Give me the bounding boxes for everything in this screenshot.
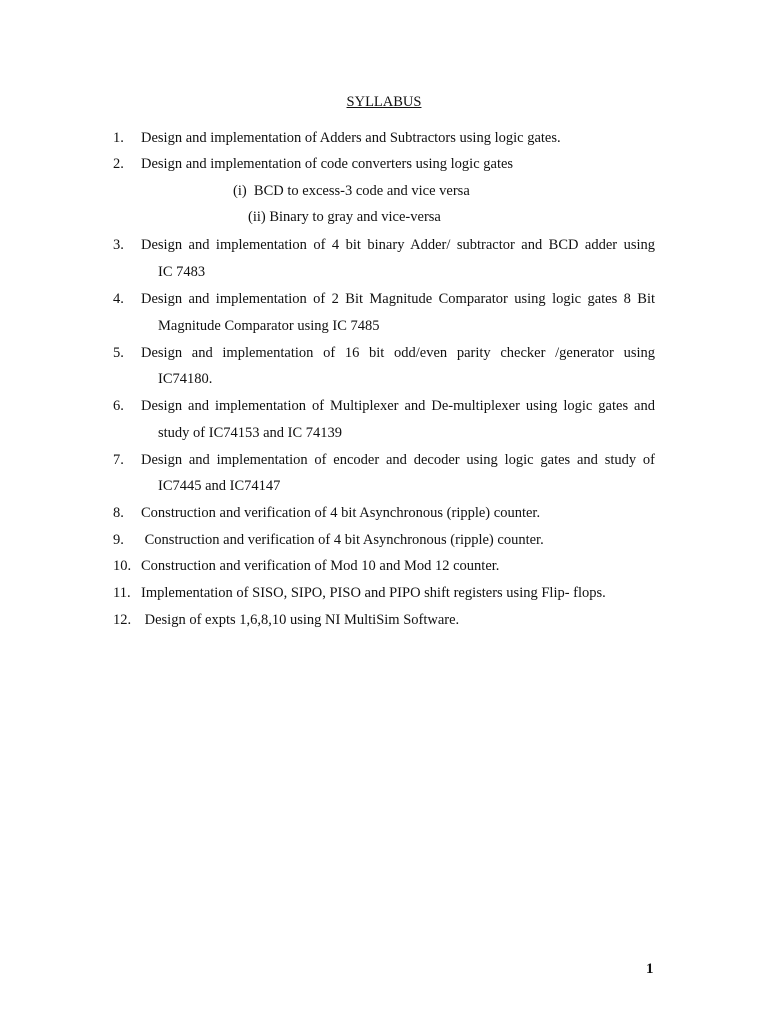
page-title: SYLLABUS: [346, 94, 422, 110]
item-text: Design and implementation of 16 bit odd/even parity checker /generator using: [141, 345, 655, 361]
item-number: 9.: [113, 532, 124, 548]
item-text: Implementation of SISO, SIPO, PISO and PIPO shift registers using Flip- flops.: [141, 585, 606, 601]
item-text-continued: IC74180.: [158, 371, 213, 387]
sub-item-ii: (ii) Binary to gray and vice-versa: [248, 209, 441, 225]
item-number: 7.: [113, 452, 124, 468]
item-number: 12.: [113, 612, 132, 628]
item-text: Design and implementation of Multiplexer and De-multiplexer using logic gates and: [141, 398, 655, 414]
item-text-continued: IC 7483: [158, 264, 206, 280]
sub-item-i: (i) BCD to excess-3 code and vice versa: [233, 183, 470, 199]
page-number: 1: [646, 961, 654, 977]
item-number: 8.: [113, 505, 124, 521]
item-text: Design and implementation of 4 bit binary Adder/ subtractor and BCD adder using: [141, 237, 655, 253]
item-text: Design and implementation of encoder and decoder using logic gates and study of: [141, 452, 655, 468]
item-number: 2.: [113, 156, 124, 172]
item-text: Design and implementation of Adders and Subtractors using logic gates.: [141, 130, 561, 146]
item-text: Construction and verification of 4 bit Asynchronous (ripple) counter.: [141, 532, 544, 548]
item-text: Construction and verification of Mod 10 and Mod 12 counter.: [141, 558, 500, 574]
item-number: 1.: [113, 130, 124, 146]
item-number: 3.: [113, 237, 124, 253]
item-text-continued: IC7445 and IC74147: [158, 478, 281, 494]
item-number: 5.: [113, 345, 124, 361]
item-text: Design and implementation of code converters using logic gates: [141, 156, 514, 172]
item-text-continued: Magnitude Comparator using IC 7485: [158, 318, 380, 334]
item-text-continued: study of IC74153 and IC 74139: [158, 425, 343, 441]
item-number: 4.: [113, 291, 124, 307]
item-text: Design of expts 1,6,8,10 using NI MultiSim Software.: [141, 612, 460, 628]
item-text: Construction and verification of 4 bit Asynchronous (ripple) counter.: [141, 505, 541, 521]
item-number: 6.: [113, 398, 124, 414]
item-number: 11.: [113, 585, 131, 601]
item-number: 10.: [113, 558, 132, 574]
item-text: Design and implementation of 2 Bit Magnitude Comparator using logic gates 8 Bit: [141, 291, 655, 307]
